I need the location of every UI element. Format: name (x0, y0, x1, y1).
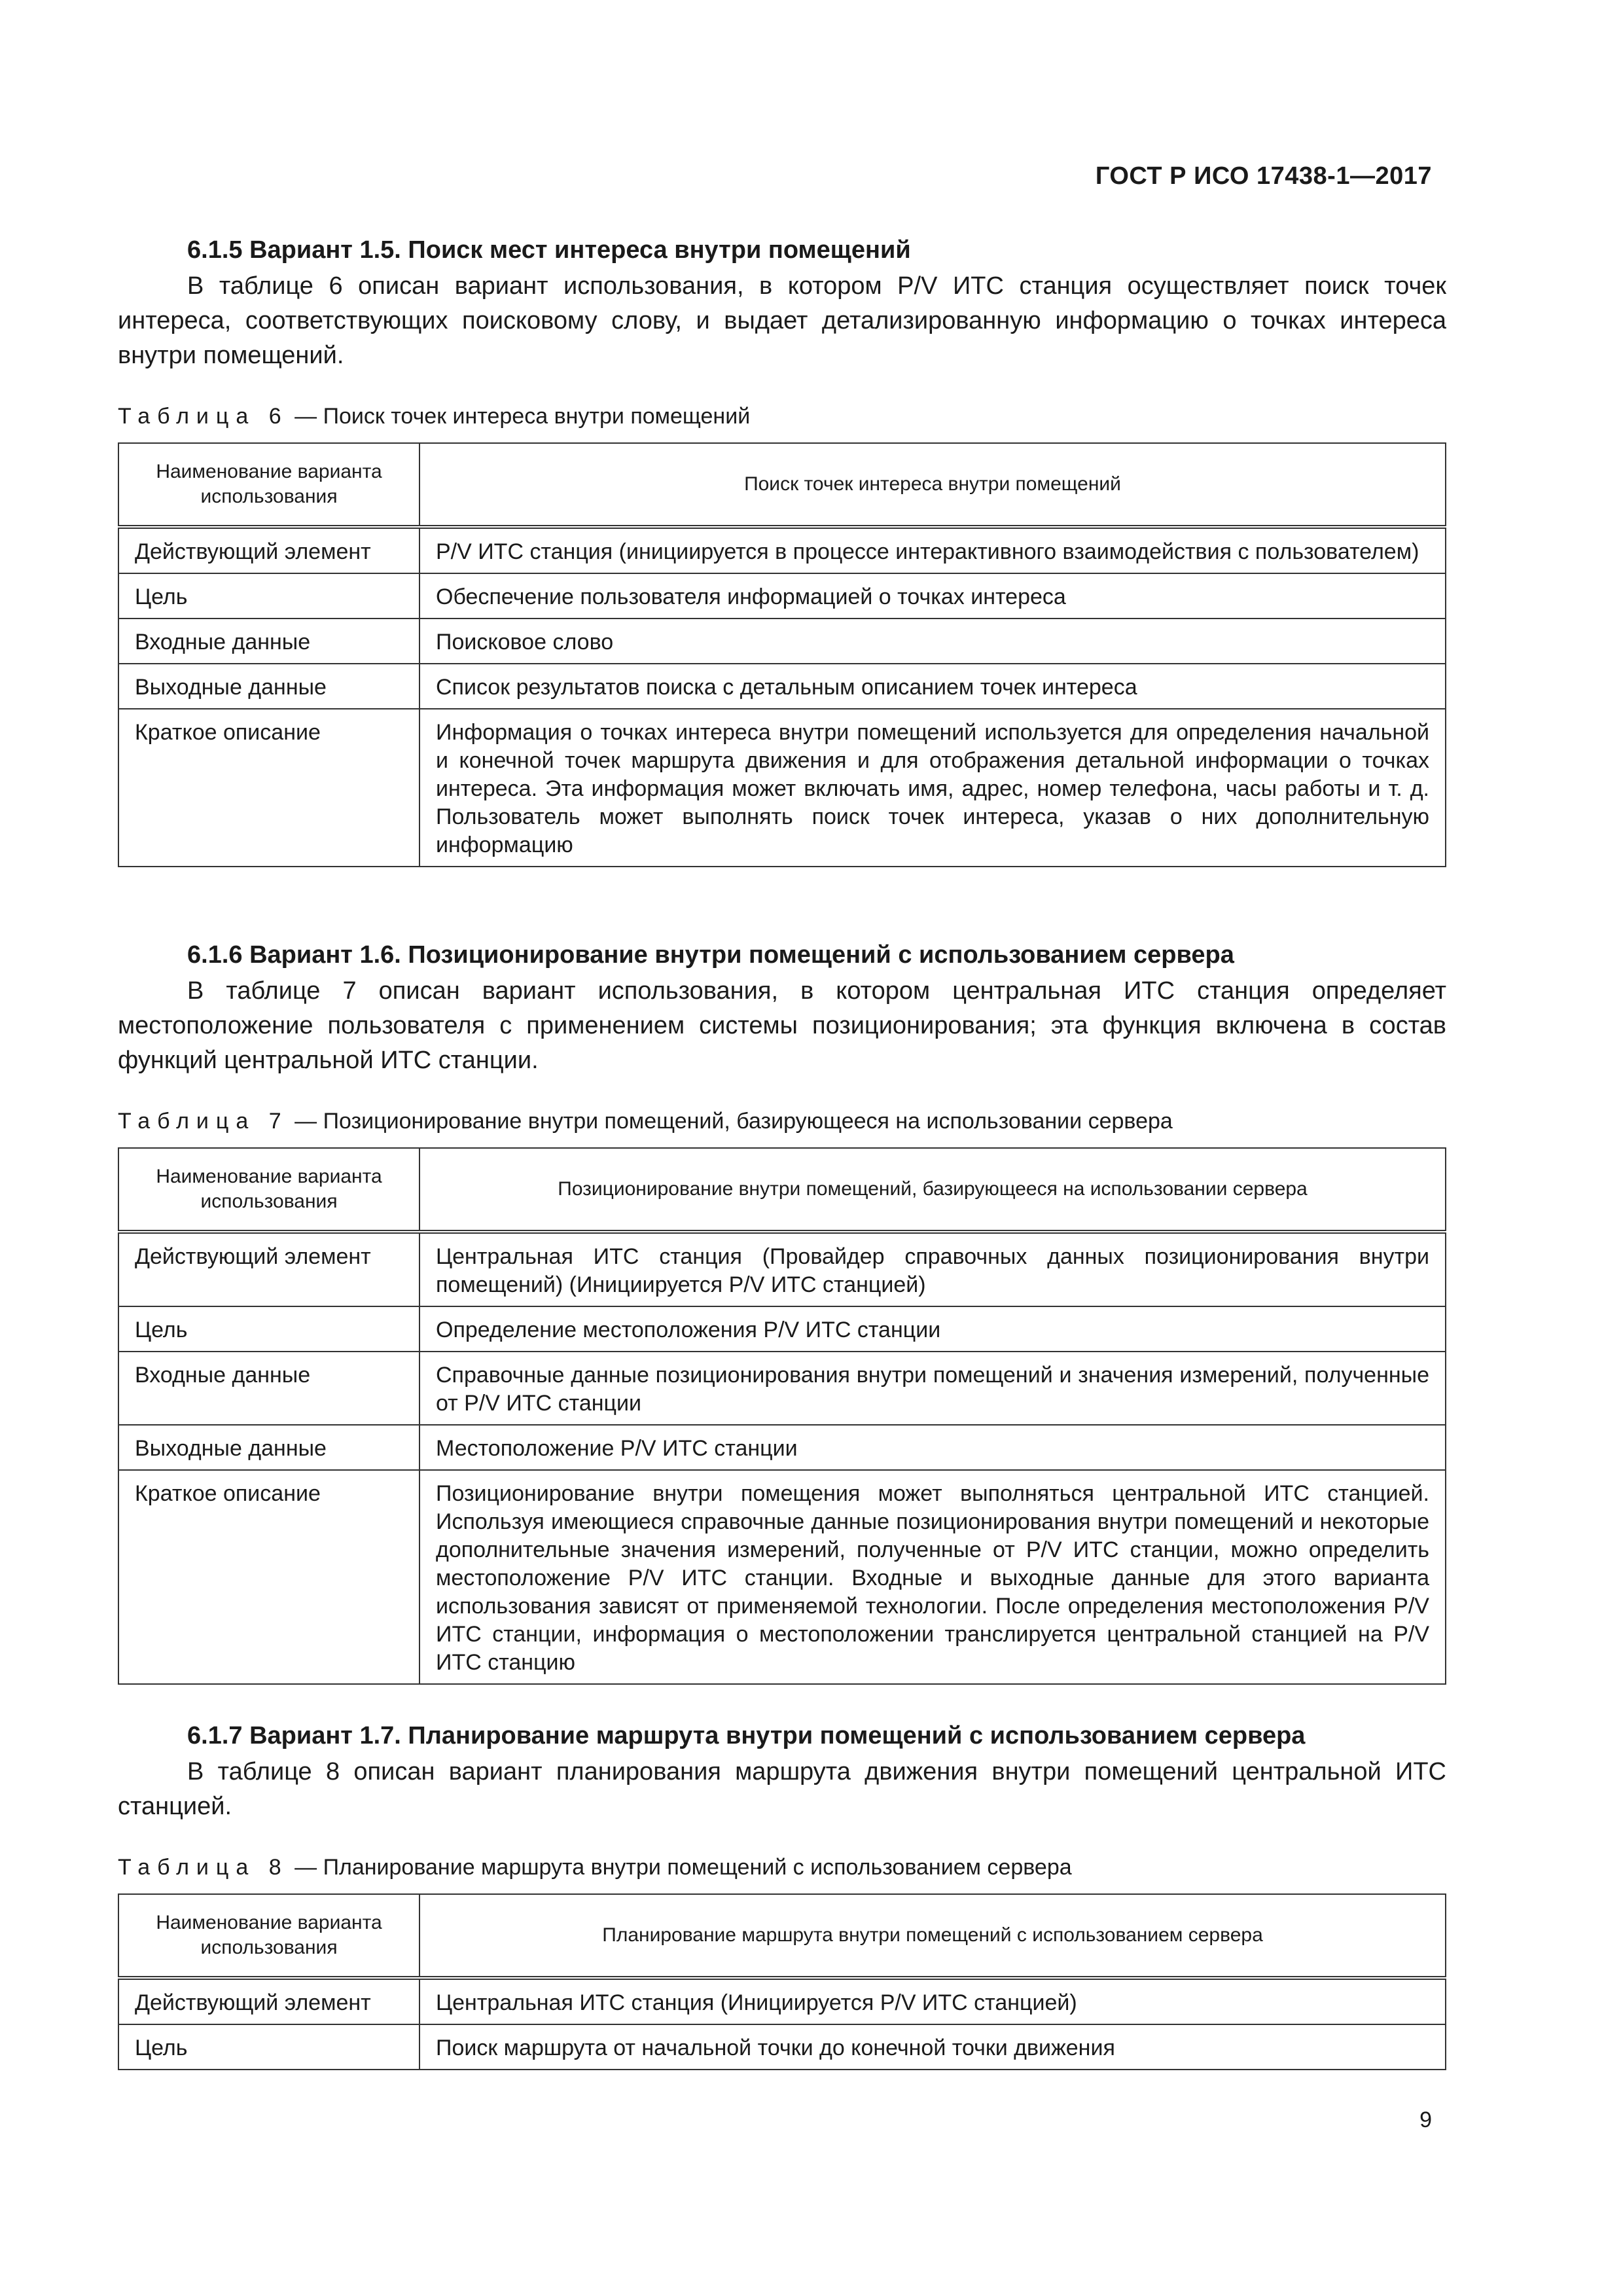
header-cell: Поиск точек интереса внутри помещений (419, 443, 1446, 527)
row-label: Выходные данные (118, 1425, 419, 1470)
table-caption (118, 1853, 1446, 1882)
row-value: Центральная ИТС станция (Инициируется P/V ИТС станцией) (419, 1978, 1446, 2024)
section-heading: 6.1.5 Вариант 1.5. Поиск мест интереса внутри помещений (187, 236, 911, 264)
section-paragraph: В таблице 8 описан вариант планирования маршрута движения внутри помещений центральной ИТС станцией. (118, 1758, 1446, 1820)
section-6-1-7 (118, 1718, 1446, 2070)
row-label: Выходные данные (118, 664, 419, 709)
table-row (118, 1425, 1446, 1470)
table-caption (118, 402, 1446, 431)
use-case-table-8 (118, 1893, 1446, 2070)
section-6-1-5 (118, 232, 1446, 867)
row-label: Действующий элемент (118, 1978, 419, 2024)
table-caption-text: — Позиционирование внутри помещений, базирующееся на использовании сервера (288, 1109, 1173, 1134)
use-case-table-6 (118, 442, 1446, 867)
table-caption-label: Таблица 6 (118, 404, 289, 429)
section-paragraph: В таблице 6 описан вариант использования, в котором P/V ИТС станция осуществляет поиск точек интереса, соответствующих поисковому слову, и выдает детализированную информацию о точках интереса внутри помещений. (118, 272, 1446, 369)
row-label: Входные данные (118, 619, 419, 664)
row-label: Действующий элемент (118, 527, 419, 573)
table-row (118, 664, 1446, 709)
table-caption-label: Таблица 8 (118, 1855, 289, 1880)
table-row (118, 619, 1446, 664)
section-6-1-6 (118, 937, 1446, 1685)
row-label: Входные данные (118, 1352, 419, 1425)
row-value: Информация о точках интереса внутри помещений используется для определения начальной и конечной точек маршрута движения и для отображения детальной информации о точках интереса. Эта информация может включать имя, адрес, номер телефона, часы работы и т. д. Пользователь может выполнять поиск точек интереса, указав о них дополнительную информацию (419, 709, 1446, 867)
row-value: Позиционирование внутри помещения может выполняться центральной ИТС станцией. Используя имеющиеся справочные данные позиционирования внутри помещений и некоторые дополнительные значения измерений, полученные от P/V ИТС станции, можно определить местоположение P/V ИТС станции. Входные и выходные данные для этого варианта использования зависят от применяемой технологии. После определения местоположения P/V ИТС станции, информация о местоположении транслируется центральной станцией на P/V ИТС станцию (419, 1470, 1446, 1684)
table-header-row (118, 443, 1446, 527)
row-value: Справочные данные позиционирования внутри помещений и значения измерений, полученные от P/V ИТС станции (419, 1352, 1446, 1425)
section-heading: 6.1.7 Вариант 1.7. Планирование маршрута внутри помещений с использованием сервера (187, 1722, 1306, 1749)
table-caption-text: — Планирование маршрута внутри помещений с использованием сервера (288, 1855, 1072, 1880)
use-case-table-7 (118, 1147, 1446, 1685)
header-cell: Наименование варианта использования (118, 1894, 419, 1978)
row-label: Цель (118, 2024, 419, 2070)
table-row (118, 1306, 1446, 1352)
table-row (118, 1352, 1446, 1425)
row-value: Список результатов поиска с детальным описанием точек интереса (419, 664, 1446, 709)
document-code: ГОСТ Р ИСО 17438-1—2017 (1095, 162, 1432, 190)
table-header-row (118, 1148, 1446, 1232)
table-caption-label: Таблица 7 (118, 1109, 289, 1134)
table-caption (118, 1107, 1446, 1136)
table-row (118, 1470, 1446, 1684)
row-label: Цель (118, 573, 419, 619)
row-value: Поисковое слово (419, 619, 1446, 664)
header-cell: Позиционирование внутри помещений, базирующееся на использовании сервера (419, 1148, 1446, 1232)
row-label: Действующий элемент (118, 1232, 419, 1306)
table-row (118, 527, 1446, 573)
table-row (118, 709, 1446, 867)
section-paragraph: В таблице 7 описан вариант использования, в котором центральная ИТС станция определяет местоположение пользователя с применением системы позиционирования; эта функция включена в состав функций центральной ИТС станции. (118, 977, 1446, 1074)
header-cell: Наименование варианта использования (118, 1148, 419, 1232)
page-number: 9 (1419, 2108, 1432, 2132)
section-heading: 6.1.6 Вариант 1.6. Позиционирование внутри помещений с использованием сервера (187, 941, 1234, 969)
row-value: Определение местоположения P/V ИТС станции (419, 1306, 1446, 1352)
row-value: Обеспечение пользователя информацией о точках интереса (419, 573, 1446, 619)
row-value: Местоположение P/V ИТС станции (419, 1425, 1446, 1470)
table-row (118, 573, 1446, 619)
row-label: Краткое описание (118, 1470, 419, 1684)
row-label: Краткое описание (118, 709, 419, 867)
table-row (118, 1978, 1446, 2024)
table-row (118, 2024, 1446, 2070)
header-cell: Планирование маршрута внутри помещений с использованием сервера (419, 1894, 1446, 1978)
header-cell: Наименование варианта использования (118, 443, 419, 527)
table-row (118, 1232, 1446, 1306)
table-caption-text: — Поиск точек интереса внутри помещений (288, 404, 751, 429)
row-label: Цель (118, 1306, 419, 1352)
row-value: Центральная ИТС станция (Провайдер справочных данных позиционирования внутри помещений) (Инициируется P/V ИТС станцией) (419, 1232, 1446, 1306)
table-header-row (118, 1894, 1446, 1978)
row-value: P/V ИТС станция (инициируется в процессе интерактивного взаимодействия с пользователем) (419, 527, 1446, 573)
row-value: Поиск маршрута от начальной точки до конечной точки движения (419, 2024, 1446, 2070)
